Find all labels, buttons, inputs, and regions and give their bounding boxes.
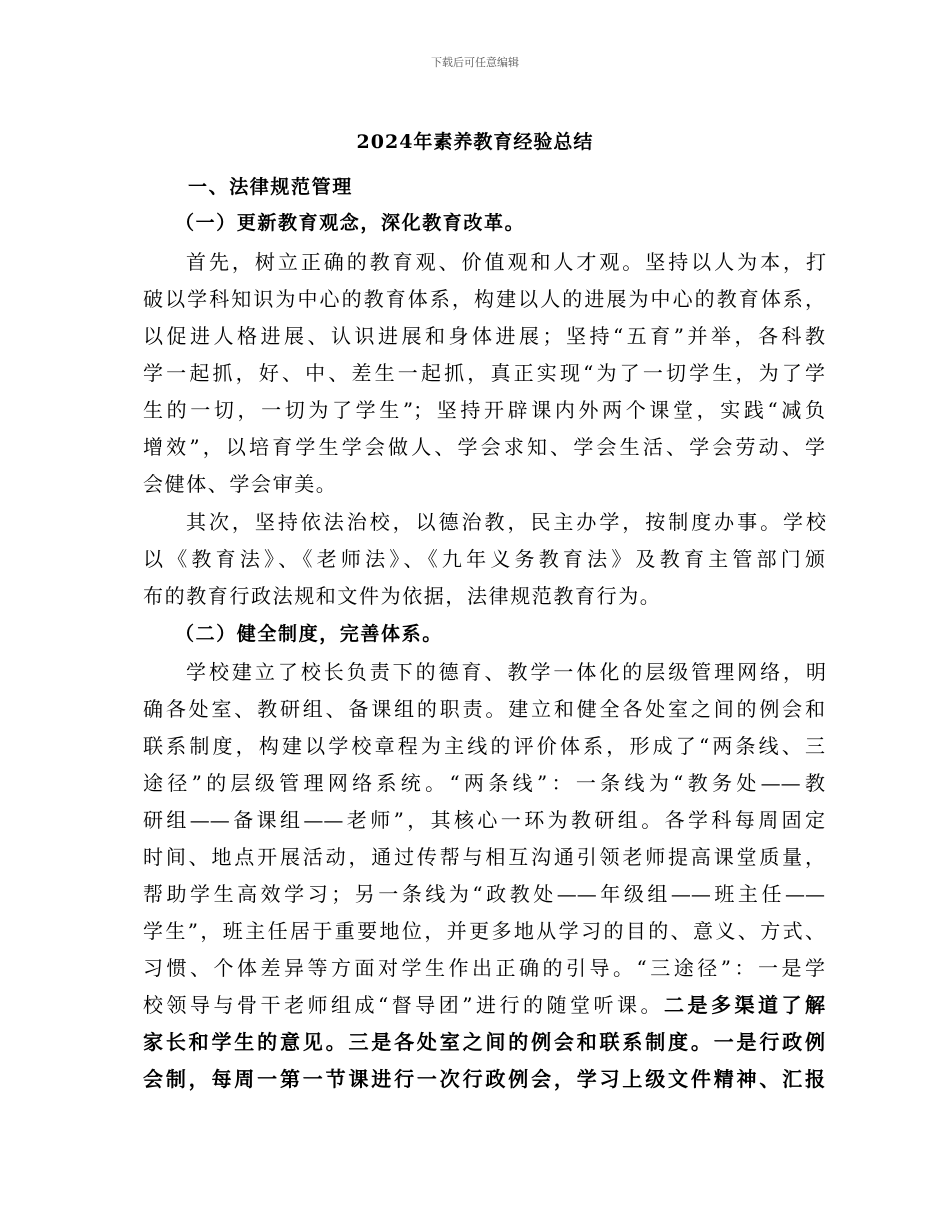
- bold-paragraph-line: 家长和学生的意见。三是各处室之间的例会和联系制度。一是行政例: [143, 1030, 825, 1054]
- paragraph-line: 破以学科知识为中心的教育体系，构建以人的进展为中心的教育体系，: [143, 287, 825, 311]
- paragraph-line: 增效”，以培育学生学会做人、学会求知、学会生活、学会劳动、学: [143, 435, 825, 459]
- document-title: 2024年素养教育经验总结: [356, 131, 594, 153]
- paragraph-line: 确各处室、教研组、备课组的职责。建立和健全各处室之间的例会和: [143, 697, 825, 721]
- paragraph-line: 布的教育行政法规和文件为依据，法律规范教育行为。: [143, 584, 662, 608]
- paragraph-line: 途径”的层级管理网络系统。“两条线”：一条线为“教务处——教: [143, 771, 825, 795]
- subsection-heading-2: （二）健全制度，完善体系。: [175, 623, 443, 645]
- paragraph-line: 以促进人格进展、认识进展和身体进展；坚持“五育”并举，各科教: [143, 324, 825, 348]
- page-header: 下载后可任意编辑: [431, 56, 519, 69]
- paragraph-line: 学一起抓，好、中、差生一起抓，真正实现“为了一切学生，为了学: [143, 361, 825, 385]
- paragraph-line: 学校建立了校长负责下的德育、教学一体化的层级管理网络，明: [186, 660, 826, 684]
- bold-paragraph-line: 会制，每周一第一节课进行一次行政例会，学习上级文件精神、汇报: [143, 1067, 825, 1091]
- paragraph-line: 会健体、学会审美。: [143, 472, 338, 496]
- paragraph-line: 其次，坚持依法治校，以德治教，民主办学，按制度办事。学校: [186, 510, 826, 534]
- section-heading-1: 一、法律规范管理: [188, 176, 353, 198]
- bold-text: 二是多渠道了解: [664, 993, 826, 1017]
- paragraph-line: 联系制度，构建以学校章程为主线的评价体系，形成了“两条线、三: [143, 734, 825, 758]
- paragraph-line: 以《教育法》、《老师法》、《九年义务教育法》及教育主管部门颁: [143, 547, 825, 571]
- paragraph-line: 帮助学生高效学习；另一条线为“政教处——年级组——班主任——: [143, 882, 825, 906]
- subsection-heading-1: （一）更新教育观念，深化教育改革。: [175, 212, 526, 234]
- paragraph-line: 研组——备课组——老师”，其核心一环为教研组。各学科每周固定: [143, 808, 825, 832]
- plain-text: 校领导与骨干老师组成“督导团”进行的随堂听课。: [143, 993, 664, 1017]
- paragraph-line: 首先，树立正确的教育观、价值观和人才观。坚持以人为本，打: [186, 250, 826, 274]
- paragraph-line: 习惯、个体差异等方面对学生作出正确的引导。“三途径”：一是学: [143, 956, 825, 980]
- paragraph-line: 学生”，班主任居于重要地位，并更多地从学习的目的、意义、方式、: [143, 919, 825, 943]
- paragraph-line: 时间、地点开展活动，通过传帮与相互沟通引领老师提高课堂质量，: [143, 845, 825, 869]
- paragraph-line: 生的一切，一切为了学生”；坚持开辟课内外两个课堂，实践“减负: [143, 398, 825, 422]
- paragraph-line-mixed: [143, 993, 825, 1017]
